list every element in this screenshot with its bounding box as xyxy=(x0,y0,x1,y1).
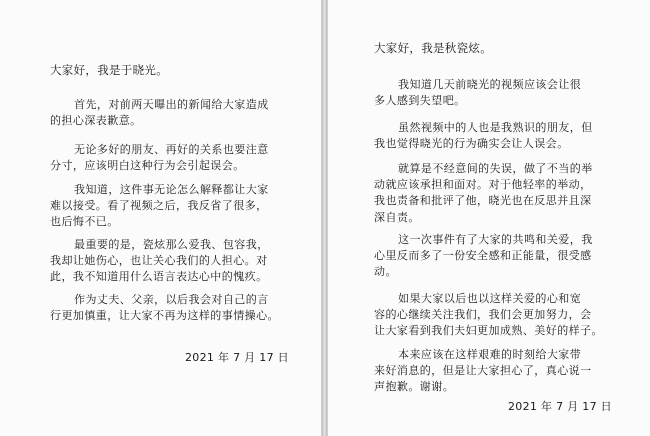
right-p4-line-3: 动。 xyxy=(374,265,397,279)
left-date: 2021 年 7 月 17 日 xyxy=(185,351,289,364)
left-p4-line-1: 最重要的是，瓷炫那么爱我、包容我， xyxy=(74,238,269,251)
right-p4-line-2: 心里反而多了一份安全感和正能量，很受感 xyxy=(374,249,592,263)
right-p2-line-2: 我也觉得晓光的行为确实会让人误会。 xyxy=(374,137,569,151)
left-p1-line-1: 首先，对前两天曝出的新闻给大家造成 xyxy=(74,98,269,111)
left-paragraph-3 xyxy=(50,182,269,231)
right-greeting: 大家好，我是秋瓷炫。 xyxy=(374,41,492,55)
right-paragraph-5 xyxy=(374,291,603,340)
left-paragraph-5 xyxy=(50,292,279,324)
right-p3-line-2: 动就应该承担和面对。对于他轻率的举动， xyxy=(374,178,592,192)
left-greeting: 大家好，我是于晓光。 xyxy=(50,63,168,77)
right-p6-line-1: 本来应该在这样艰难的时刻给大家带 xyxy=(398,348,582,361)
left-paragraph-4 xyxy=(50,237,269,286)
left-p4-line-2: 我却让她伤心，也让关心我们的人担心。对 xyxy=(50,254,268,268)
left-p2-line-2: 分寸，应该明白这种行为会引起误会。 xyxy=(50,159,245,173)
right-paragraph-3 xyxy=(374,161,593,226)
right-date: 2021 年 7 月 17 日 xyxy=(508,400,612,413)
left-p5-line-1: 作为丈夫、父亲，以后我会对自己的言 xyxy=(74,293,269,306)
right-p3-line-3: 我也责备和批评了他，晓光也在反思并且深 xyxy=(374,194,592,208)
right-p1-line-2: 多人感到失望吧。 xyxy=(374,94,466,108)
left-p3-line-2: 难以接受。看了视频之后，我反省了很多， xyxy=(50,199,268,213)
left-p3-line-1: 我知道，这件事无论怎么解释都让大家 xyxy=(74,183,269,196)
right-p5-line-1: 如果大家以后也以这样关爱的心和宽 xyxy=(398,292,582,305)
right-paragraph-6 xyxy=(374,347,592,396)
right-p5-line-2: 容的心继续关注我们，我们会更加努力，会 xyxy=(374,308,592,322)
right-letter-page xyxy=(327,0,650,436)
right-paragraph-1 xyxy=(374,77,581,109)
left-p2-line-1: 无论多好的朋友、再好的关系也要注意 xyxy=(74,143,269,156)
left-p5-line-2: 行更加慎重，让大家不再为这样的事情操心。 xyxy=(50,309,279,323)
right-p5-line-3: 让大家看到我们夫妇更加成熟、美好的样子。 xyxy=(374,324,603,338)
right-p3-line-4: 深自责。 xyxy=(374,210,420,224)
right-paragraph-2 xyxy=(374,120,593,152)
left-p4-line-3: 此，我不知道用什么语言表达心中的愧疚。 xyxy=(50,270,268,284)
right-paragraph-4 xyxy=(374,232,593,281)
right-p2-line-1: 虽然视频中的人也是我熟识的朋友，但 xyxy=(398,121,593,134)
left-paragraph-2 xyxy=(50,142,269,174)
right-p3-line-1: 就算是不经意间的失误，做了不当的举 xyxy=(398,162,593,175)
left-p1-line-2: 的担心深表歉意。 xyxy=(50,114,142,128)
left-p3-line-3: 也后悔不已。 xyxy=(50,215,119,229)
right-p6-line-2: 来好消息的，但是让大家担心了，真心说一 xyxy=(374,364,592,378)
right-p1-line-1: 我知道几天前晓光的视频应该会让很 xyxy=(398,78,582,91)
right-p4-line-1: 这一次事件有了大家的共鸣和关爱，我 xyxy=(398,233,593,246)
right-p6-line-3: 声抱歉。谢谢。 xyxy=(374,380,455,394)
left-letter-page xyxy=(0,0,322,436)
left-paragraph-1 xyxy=(50,97,269,129)
